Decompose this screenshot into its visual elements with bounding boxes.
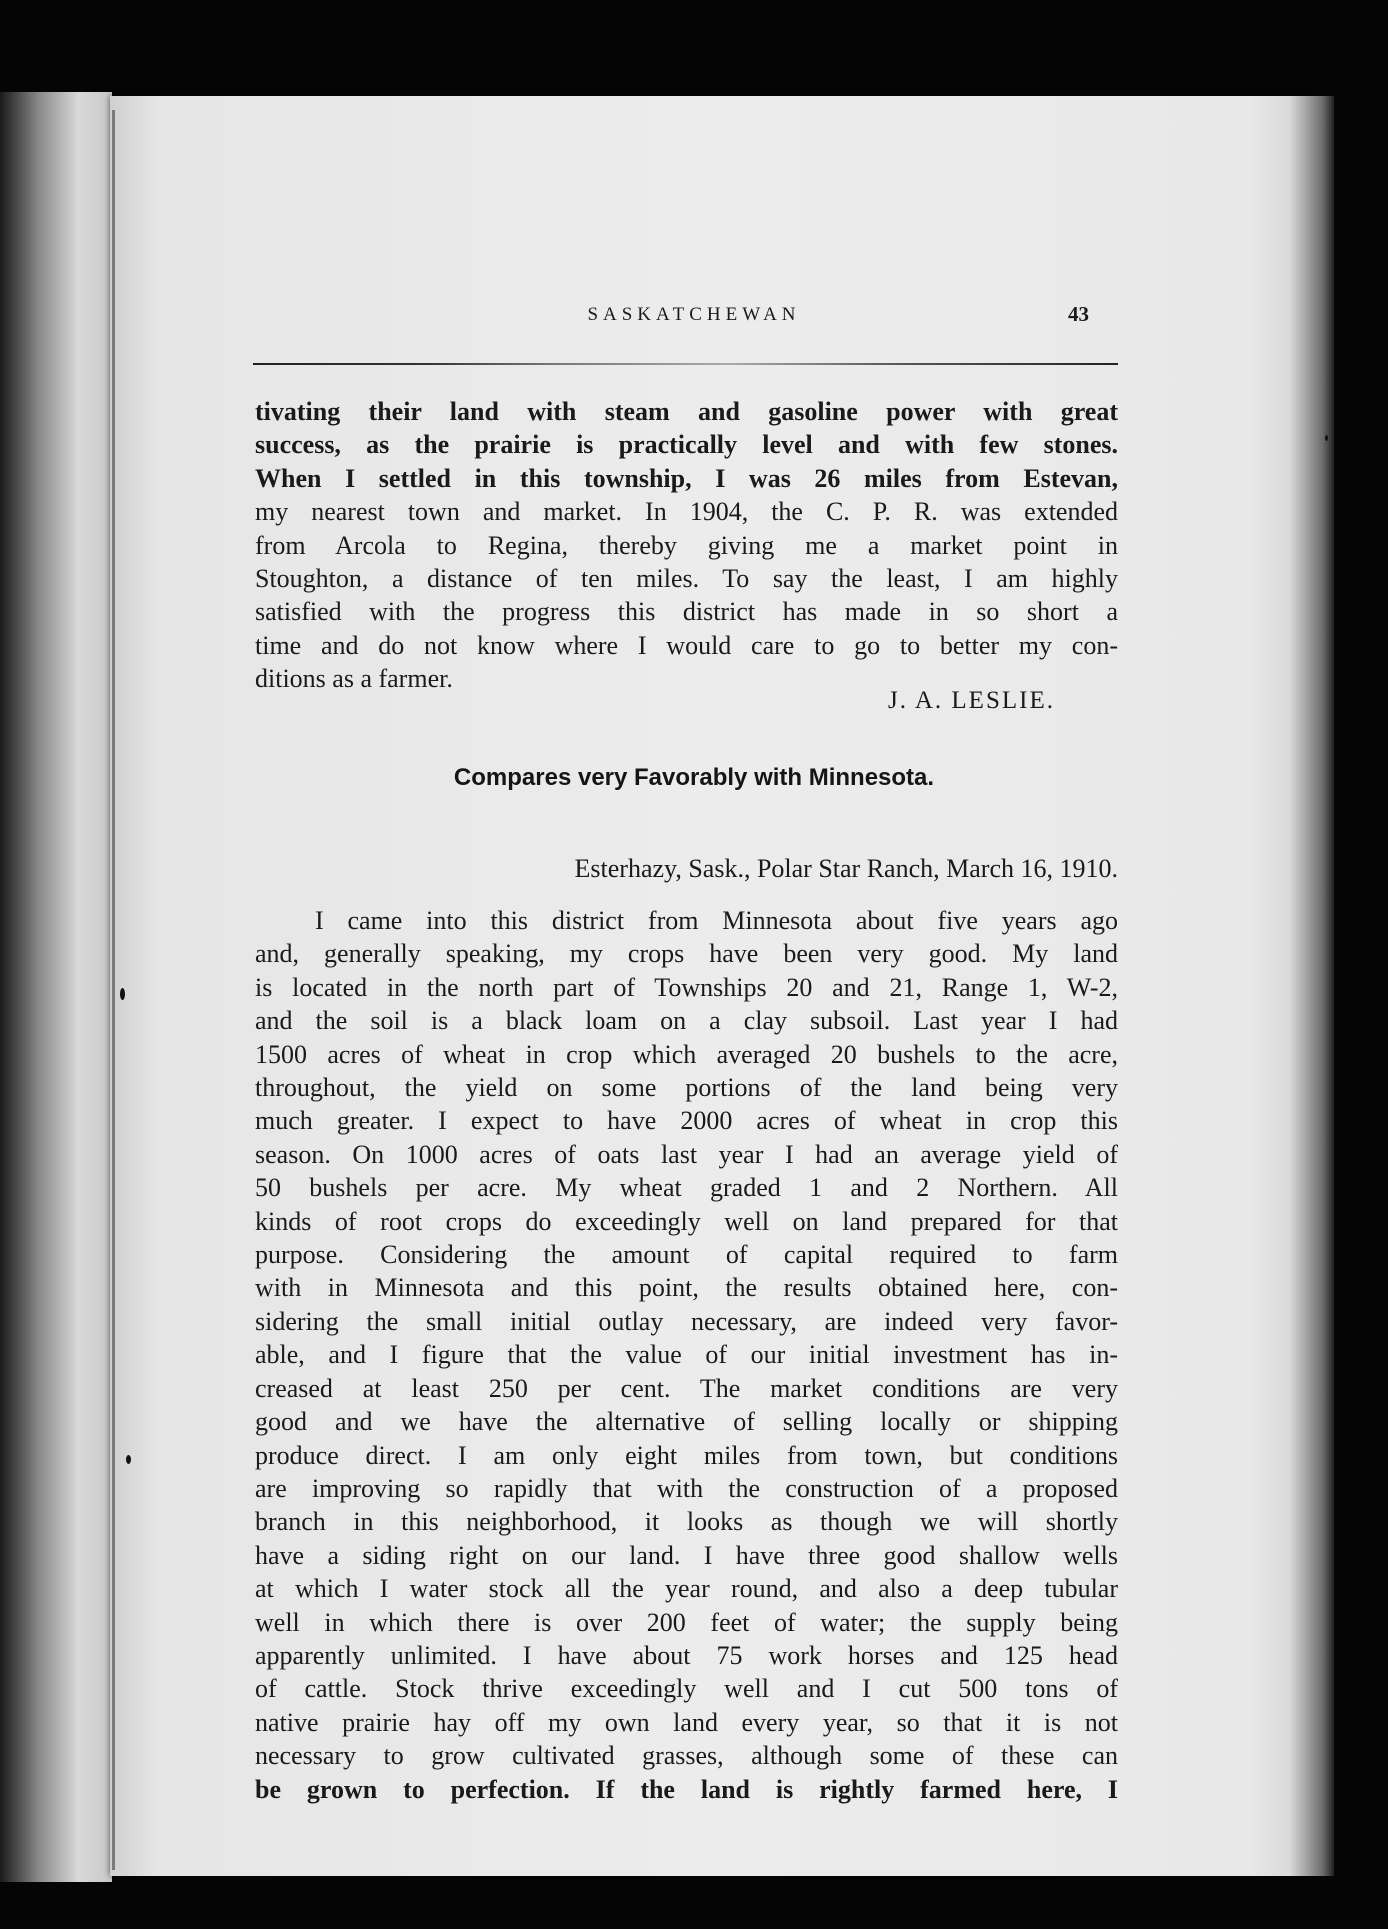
text-line: time and do not know where I would care to go to better my con- — [255, 630, 1118, 660]
letter-2-body — [255, 904, 1118, 1806]
text-line: satisfied with the progress this district has made in so short a — [255, 597, 1118, 627]
text-line: tivating their land with steam and gasoline power with great — [255, 397, 1118, 426]
text-line: have a siding right on our land. I have three good shallow wells — [255, 1540, 1118, 1570]
text-line: with in Minnesota and this point, the results obtained here, con- — [255, 1273, 1118, 1303]
running-head: SASKATCHEWAN — [587, 304, 801, 325]
text-line: are improving so rapidly that with the construction of a proposed — [255, 1473, 1118, 1503]
scan-speck — [120, 988, 125, 1000]
text-line: season. On 1000 acres of oats last year I had an average yield of — [255, 1139, 1118, 1169]
text-line: kinds of root crops do exceedingly well on land prepared for that — [255, 1206, 1118, 1236]
page-number: 43 — [1068, 302, 1089, 326]
dateline: Esterhazy, Sask., Polar Star Ranch, March 16, 1910. — [574, 854, 1118, 883]
letter-1-body — [255, 395, 1118, 696]
text-line: able, and I figure that the value of our initial investment has in- — [255, 1340, 1118, 1370]
text-line: of cattle. Stock thrive exceedingly well and I cut 500 tons of — [255, 1674, 1118, 1704]
text-line: much greater. I expect to have 2000 acres of wheat in crop this — [255, 1106, 1118, 1136]
text-line: When I settled in this township, I was 26 miles from Estevan, — [255, 463, 1118, 493]
text-line: success, as the prairie is practically level and with few stones. — [255, 430, 1118, 460]
text-line: creased at least 250 per cent. The market conditions are very — [255, 1373, 1118, 1403]
text-line: purpose. Considering the amount of capital required to farm — [255, 1240, 1118, 1270]
text-line: 50 bushels per acre. My wheat graded 1 and 2 Northern. All — [255, 1173, 1118, 1203]
section-heading: Compares very Favorably with Minnesota. — [453, 764, 935, 791]
text-line: well in which there is over 200 feet of water; the supply being — [255, 1607, 1118, 1637]
text-line: necessary to grow cultivated grasses, although some of these can — [255, 1741, 1118, 1771]
text-line: I came into this district from Minnesota about five years ago — [315, 906, 1118, 935]
adjacent-page-edge — [0, 92, 112, 1882]
text-line: branch in this neighborhood, it looks as though we will shortly — [255, 1507, 1118, 1537]
gutter-line — [112, 110, 115, 1870]
header-rule — [253, 363, 1118, 365]
text-line: be grown to perfection. If the land is rightly farmed here, I — [255, 1774, 1118, 1804]
text-line: ditions as a farmer. — [255, 664, 453, 694]
text-line: and, generally speaking, my crops have been very good. My land — [255, 939, 1118, 969]
scan-speck — [126, 1455, 131, 1464]
scan-speck — [1325, 435, 1328, 441]
text-line: my nearest town and market. In 1904, the C. P. R. was extended — [255, 497, 1118, 527]
text-line: is located in the north part of Townships 20 and 21, Range 1, W-2, — [255, 972, 1118, 1002]
text-line: 1500 acres of wheat in crop which averaged 20 bushels to the acre, — [255, 1039, 1118, 1069]
text-line: sidering the small initial outlay necessary, are indeed very favor- — [255, 1306, 1118, 1336]
text-line: Stoughton, a distance of ten miles. To say the least, I am highly — [255, 564, 1118, 594]
text-line: good and we have the alternative of selling locally or shipping — [255, 1407, 1118, 1437]
text-line: native prairie hay off my own land every year, so that it is not — [255, 1707, 1118, 1737]
text-line: throughout, the yield on some portions of the land being very — [255, 1073, 1118, 1103]
signature: J. A. LESLIE. — [888, 687, 1055, 714]
text-line: apparently unlimited. I have about 75 work horses and 125 head — [255, 1640, 1118, 1670]
text-line: produce direct. I am only eight miles from town, but conditions — [255, 1440, 1118, 1470]
text-line: and the soil is a black loam on a clay subsoil. Last year I had — [255, 1006, 1118, 1036]
page-curl-edge — [1290, 96, 1334, 1876]
text-line: from Arcola to Regina, thereby giving me a market point in — [255, 530, 1118, 560]
text-line: at which I water stock all the year round, and also a deep tubular — [255, 1574, 1118, 1604]
